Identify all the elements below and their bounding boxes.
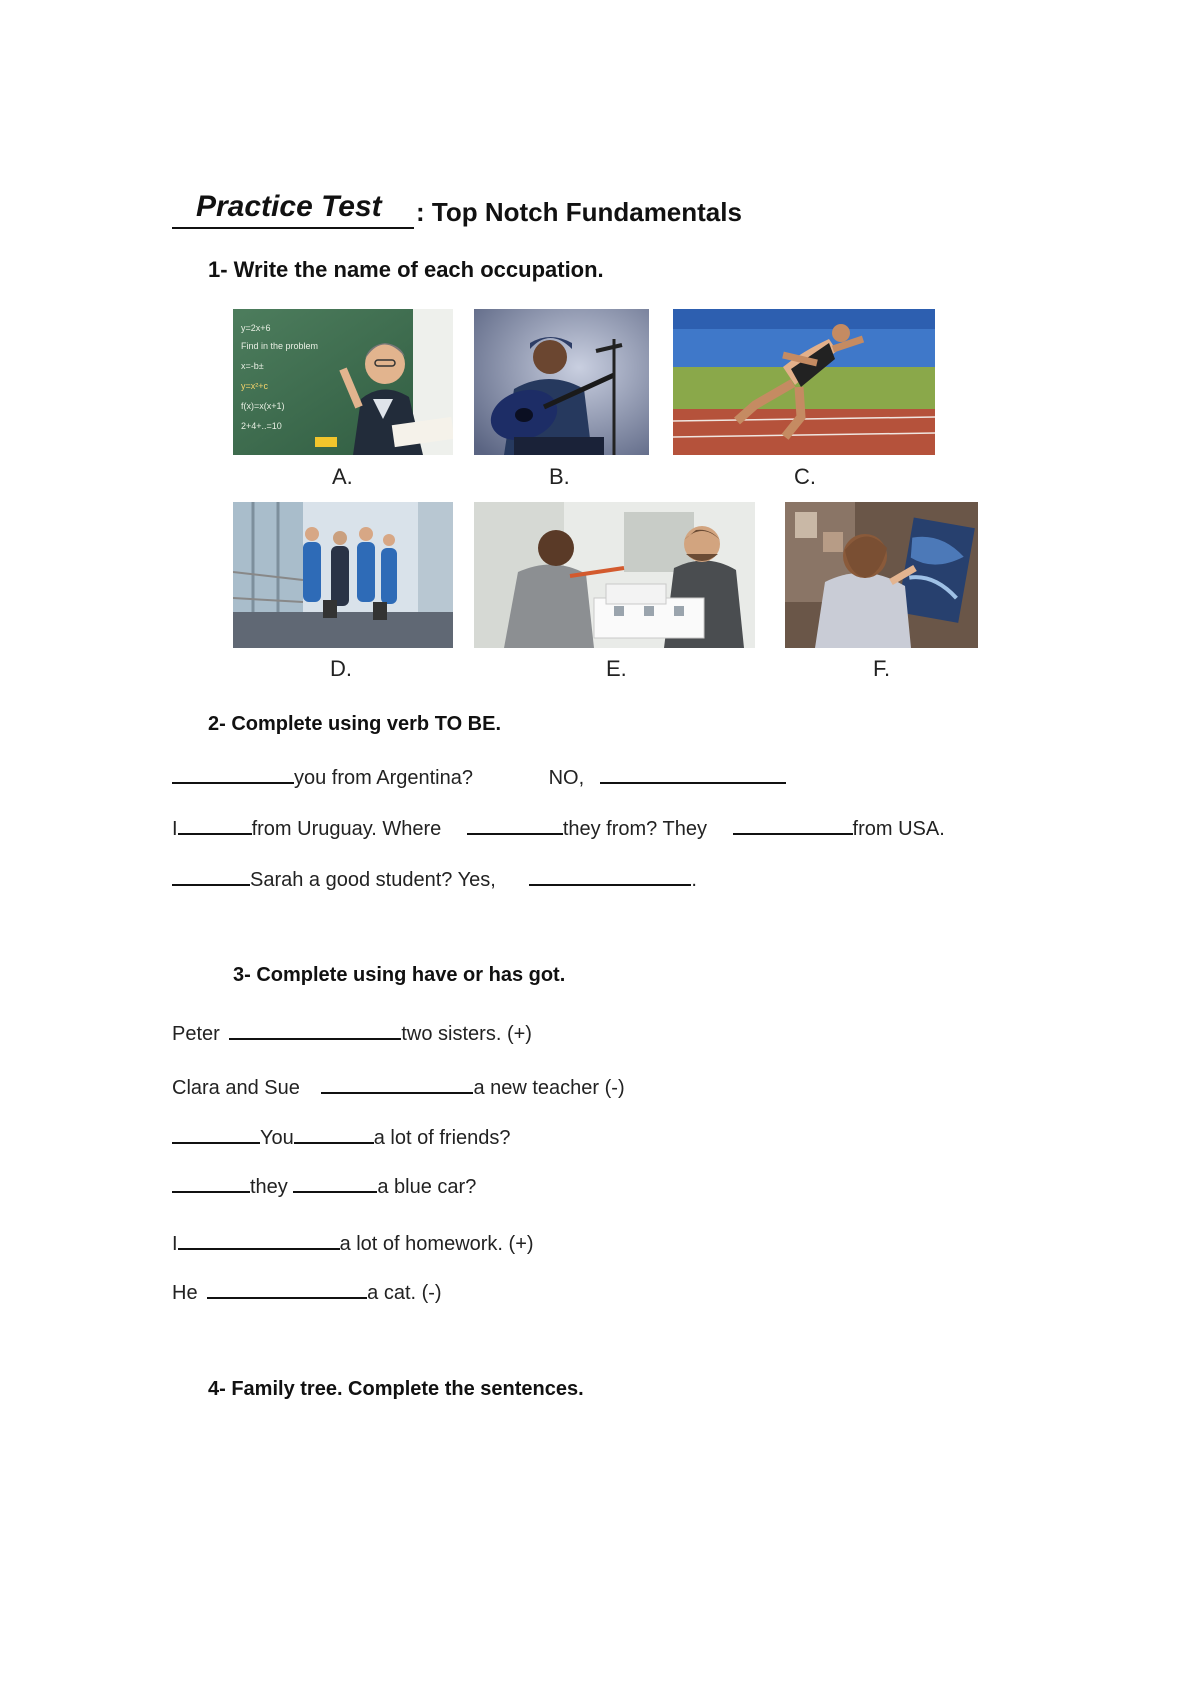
havegot-line-6: He a cat. (-) <box>172 1277 442 1305</box>
teacher-photo <box>233 309 453 455</box>
section3-heading: 3- Complete using have or has got. <box>233 964 566 986</box>
picture-label-d: D. <box>330 656 352 681</box>
page-title: : Top Notch Fundamentals <box>416 197 742 227</box>
answer-blank[interactable] <box>321 1072 473 1094</box>
havegot-line-2: Clara and Sue a new teacher (-) <box>172 1072 625 1100</box>
tobe-line-3: Sarah a good student? Yes, . <box>172 864 697 892</box>
answer-blank[interactable] <box>172 1171 250 1193</box>
chalk-line-2: Find in the problem <box>241 341 319 351</box>
tobe-line-2: I from Uruguay. Where they from? They from USA. <box>172 813 945 841</box>
chalk-line-6: 2+4+..=10 <box>241 421 282 431</box>
section1-heading: 1- Write the name of each occupation. <box>208 257 604 282</box>
answer-blank[interactable] <box>207 1277 367 1299</box>
picture-label-f: F. <box>873 656 891 681</box>
answer-blank[interactable] <box>600 762 786 784</box>
flight-attendant-photo <box>233 502 453 648</box>
answer-blank[interactable] <box>229 1018 401 1040</box>
picture-label-b: B. <box>549 464 570 489</box>
chalk-line-3: x=-b± <box>241 361 264 371</box>
answer-blank[interactable] <box>294 1122 374 1144</box>
havegot-line-5: I a lot of homework. (+) <box>172 1228 534 1256</box>
answer-blank[interactable] <box>172 864 250 886</box>
tobe-line-1: you from Argentina? NO, <box>172 762 786 790</box>
answer-blank[interactable] <box>172 1122 260 1144</box>
havegot-line-1: Peter two sisters. (+) <box>172 1018 532 1046</box>
picture-label-c: C. <box>794 464 816 489</box>
title-handwritten: Practice Test <box>196 190 382 223</box>
answer-blank[interactable] <box>178 1228 340 1250</box>
picture-label-a: A. <box>332 464 353 489</box>
section4-heading: 4- Family tree. Complete the sentences. <box>208 1378 584 1400</box>
athlete-photo <box>673 309 935 455</box>
havegot-line-4: they a blue car? <box>172 1171 476 1199</box>
answer-blank[interactable] <box>178 813 252 835</box>
title-blank <box>172 227 414 229</box>
answer-blank[interactable] <box>172 762 294 784</box>
havegot-line-3: You a lot of friends? <box>172 1122 511 1150</box>
section2-heading: 2- Complete using verb TO BE. <box>208 713 502 735</box>
musician-photo <box>474 309 649 455</box>
answer-blank[interactable] <box>293 1171 377 1193</box>
answer-blank[interactable] <box>467 813 563 835</box>
answer-blank[interactable] <box>733 813 853 835</box>
chalk-line-1: y=2x+6 <box>241 323 271 333</box>
chalk-line-4: y=x²+c <box>241 381 269 391</box>
artist-photo <box>785 502 978 648</box>
picture-label-e: E. <box>606 656 627 681</box>
chalk-line-5: f(x)=x(x+1) <box>241 401 285 411</box>
architect-photo <box>474 502 755 648</box>
answer-blank[interactable] <box>529 864 691 886</box>
